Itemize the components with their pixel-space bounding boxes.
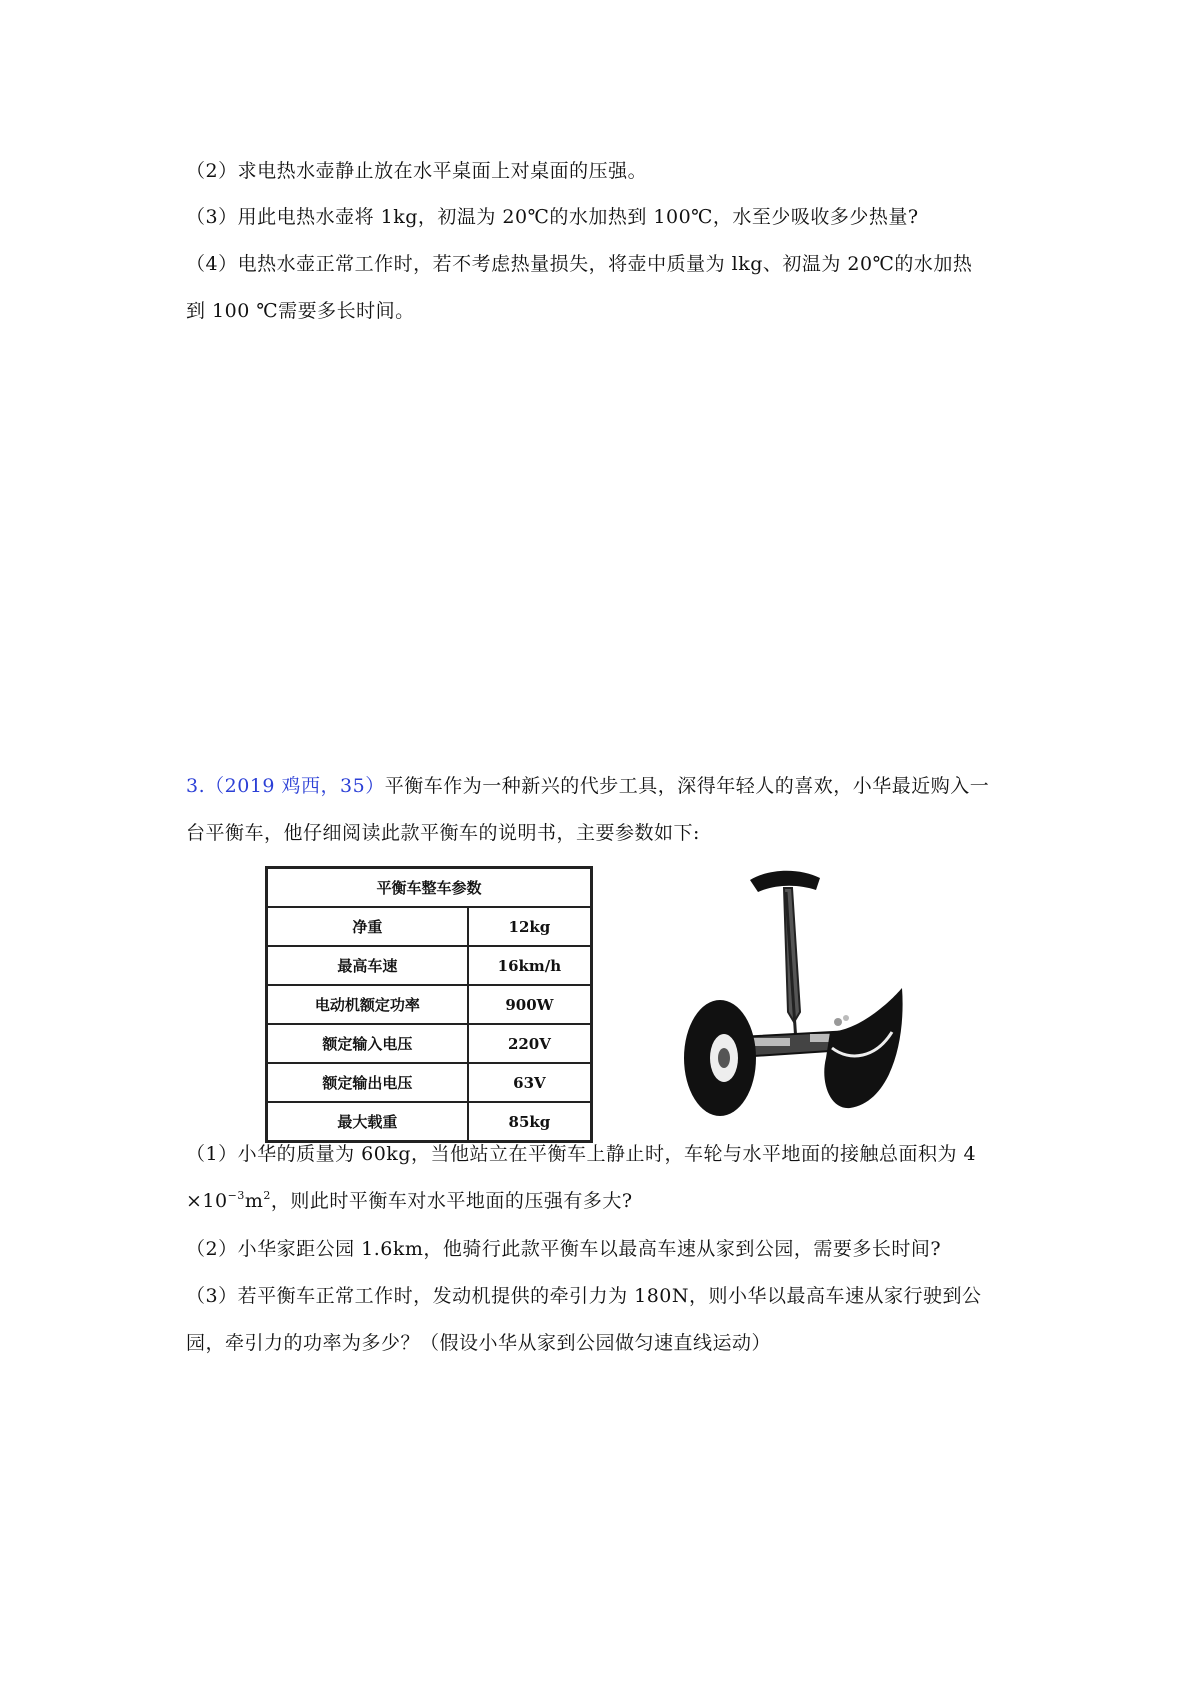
q3-intro-text: 平衡车作为一种新兴的代步工具，深得年轻人的喜欢，小华最近购入一: [384, 775, 990, 797]
row-label: 额定输出电压: [267, 1063, 468, 1102]
q2-part-4-line-2: 到 100 ℃需要多长时间。: [186, 300, 415, 322]
expr-unit-exponent: 2: [263, 1189, 271, 1202]
q2-part-2: （2）求电热水壶静止放在水平桌面上对桌面的压强。: [186, 160, 648, 182]
row-value: 220V: [468, 1024, 592, 1063]
row-label: 最大载重: [267, 1102, 468, 1142]
row-value: 85kg: [468, 1102, 592, 1142]
q3-intro-line-1: [186, 772, 989, 800]
expr-exponent: −3: [227, 1189, 245, 1202]
balance-scooter-image: [680, 862, 920, 1124]
row-value: 63V: [468, 1063, 592, 1102]
q3-part-1-tail: ，则此时平衡车对水平地面的压强有多大?: [270, 1190, 633, 1212]
q3-part-3-line-1: （3）若平衡车正常工作时，发动机提供的牵引力为 180N，则小华以最高车速从家行驶到公: [186, 1285, 982, 1307]
q3-part-3-line-2: 园，牵引力的功率为多少？（假设小华从家到公园做匀速直线运动）: [186, 1332, 772, 1354]
q3-part-1-line-2: [186, 1187, 633, 1215]
q2-part-3: （3）用此电热水壶将 1kg，初温为 20℃的水加热到 100℃，水至少吸收多少热量?: [186, 206, 919, 228]
q3-part-2: （2）小华家距公园 1.6km，他骑行此款平衡车以最高车速从家到公园，需要多长时间?: [186, 1238, 942, 1260]
row-label: 净重: [267, 907, 468, 946]
q3-part-1-line-1: （1）小华的质量为 60kg，当他站立在平衡车上静止时，车轮与水平地面的接触总面积为 4: [186, 1143, 977, 1165]
table-row: [267, 1063, 592, 1102]
parameter-table: [265, 866, 593, 1143]
row-label: 电动机额定功率: [267, 985, 468, 1024]
row-label: 最高车速: [267, 946, 468, 985]
table-row: [267, 946, 592, 985]
row-label: 额定输入电压: [267, 1024, 468, 1063]
expr-base: ×10: [186, 1190, 228, 1212]
q3-intro-line-2: 台平衡车，他仔细阅读此款平衡车的说明书，主要参数如下:: [186, 822, 700, 844]
row-value: 16km/h: [468, 946, 592, 985]
row-value: 12kg: [468, 907, 592, 946]
row-value: 900W: [468, 985, 592, 1024]
q3-source: （2019 鸡西，35）: [205, 775, 385, 797]
table-row: [267, 1024, 592, 1063]
q2-part-4-line-1: （4）电热水壶正常工作时，若不考虑热量损失，将壶中质量为 lkg、初温为 20℃的水加热: [186, 253, 973, 275]
q3-number: 3.: [186, 775, 206, 797]
table-row: [267, 985, 592, 1024]
table-row: [267, 907, 592, 946]
expr-unit: m: [244, 1190, 264, 1212]
table-row: [267, 1102, 592, 1142]
table-title: 平衡车整车参数: [267, 868, 592, 908]
